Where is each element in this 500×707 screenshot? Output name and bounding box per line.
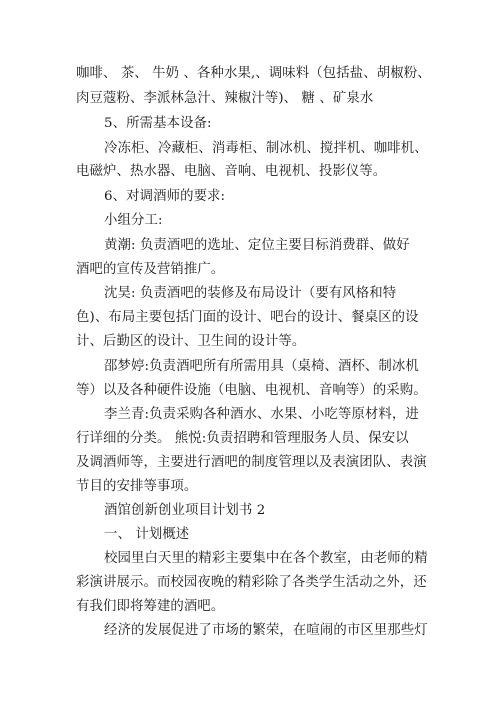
subheading: 小组分工: bbox=[104, 213, 163, 228]
section-heading: 一、 计划概述 bbox=[104, 527, 190, 542]
text-line: 校园里白天里的精彩主要集中在各个教室，由老师的精 bbox=[104, 551, 428, 566]
text-line: 行详细的分类。 熊悦:负责招聘和管理服务人员、保安以 bbox=[76, 431, 409, 446]
text-line: 咖啡、 茶、 牛奶 、各种水果,、调味料（包括盐、胡椒粉、 bbox=[76, 66, 431, 81]
text-line: 经济的发展促进了市场的繁荣，在喧闹的市区里那些灯 bbox=[104, 623, 428, 638]
text-line: 计、后勤区的设计、卫生间的设计等。 bbox=[76, 334, 306, 349]
text-line: 酒吧的宣传及营销推广。 bbox=[76, 262, 225, 277]
text-line: 肉豆蔻粉、李派林急汁、辣椒汁等)、 糖 、矿泉水 bbox=[76, 91, 374, 106]
text-line: 黄潮: 负责酒吧的选址、定位主要目标消费群、做好 bbox=[104, 238, 410, 253]
text-line: 有我们即将筹建的酒吧。 bbox=[76, 599, 225, 614]
text-line: 电磁炉、热水器、电脑、音响、电视机、投影仪等。 bbox=[76, 164, 387, 179]
text-line: 冷冻柜、冷藏柜、消毒柜、制冰机、搅拌机、咖啡机、 bbox=[104, 141, 428, 156]
text-line: 节目的安排等事项。 bbox=[76, 479, 198, 494]
text-line: 邵梦婷:负责酒吧所有所需用具（桌椅、酒杯、制冰机 bbox=[104, 359, 419, 374]
text-line: 李兰青:负责采购各种酒水、水果、小吃等原材料，进 bbox=[104, 407, 419, 422]
text-line: 彩演讲展示。而校园夜晚的精彩除了各类学生活动之外，还 bbox=[76, 575, 427, 590]
text-line: 色)、布局主要包括门面的设计、吧台的设计、餐桌区的设 bbox=[76, 310, 419, 325]
text-line: 沈昊: 负责酒吧的装修及布局设计（要有风格和特 bbox=[104, 286, 397, 301]
section-heading: 6、对调酒师的要求: bbox=[104, 189, 226, 204]
document-title: 酒馆创新创业项目计划书 2 bbox=[104, 503, 266, 518]
text-line: 等）以及各种硬件设施（电脑、电视机、音响等）的采购。 bbox=[76, 383, 427, 398]
section-heading: 5、所需基本设备: bbox=[104, 116, 212, 131]
text-line: 及调酒师等，主要进行酒吧的制度管理以及表演团队、表演 bbox=[76, 455, 427, 470]
